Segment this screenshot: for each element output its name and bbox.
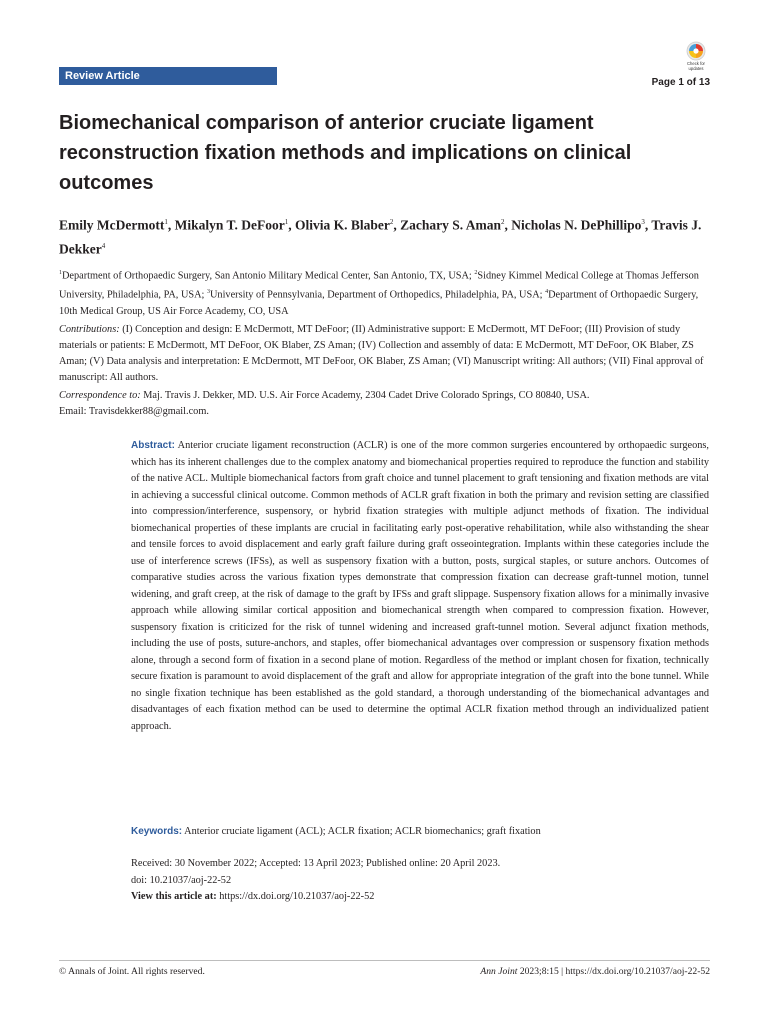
affiliation-text: Department of Orthopaedic Surgery, San Antonio Military Medical Center, San Antonio, TX, USA; <box>62 270 475 282</box>
author-name: Travis J. Dekker <box>59 217 702 256</box>
affiliation-text: University of Pennsylvania, Department of Orthopedics, Philadelphia, PA, USA; <box>209 289 546 301</box>
author-name: Emily McDermott <box>59 217 165 233</box>
author-list: Emily McDermott$^1$, Mikalyn T. DeFoor$^1$, Olivia K. Blaber$^2$, Zachary S. Aman$^2$, Nicholas N. DePhillipo$^3$, Travis J. Dekker$^4$ <box>59 217 702 256</box>
author-affiliation-marker: 1 <box>164 218 168 226</box>
contributions <box>59 322 713 386</box>
footer-citation-text: 2023;8:15 | https://dx.doi.org/10.21037/aoj-22-52 <box>517 966 710 977</box>
author-affiliation-marker: 4 <box>101 241 106 250</box>
view-article-url[interactable]: https://dx.doi.org/10.21037/aoj-22-52 <box>216 891 375 902</box>
author-affiliation-marker: 2 <box>389 218 394 226</box>
footer-divider <box>59 960 710 961</box>
front-matter <box>59 265 713 420</box>
keywords-label: Keywords: <box>131 826 183 837</box>
author-affiliation-marker: 2 <box>501 218 505 226</box>
footer-citation[interactable] <box>480 966 710 977</box>
check-for-updates-icon[interactable] <box>680 40 712 72</box>
footer-journal-name: Ann Joint <box>480 966 518 977</box>
author-affiliation-marker: 1 <box>284 218 289 226</box>
keywords-text: Anterior cruciate ligament (ACL); ACLR fixation; ACLR biomechanics; graft fixation <box>182 826 541 837</box>
check-updates-line-2: updates <box>688 66 704 71</box>
view-article-link[interactable] <box>131 889 709 906</box>
view-article-label: View this article at: <box>131 891 217 902</box>
doi[interactable]: doi: 10.21037/aoj-22-52 <box>131 874 232 886</box>
received-accepted-published: Received: 30 November 2022; Accepted: 13 April 2023; Published online: 20 April 2023. <box>131 858 501 869</box>
correspondence-text: Maj. Travis J. Dekker, MD. U.S. Air Force Academy, 2304 Cadet Drive Colorado Springs, CO 80840, USA. <box>140 389 590 401</box>
abstract-label: Abstract: <box>131 440 175 451</box>
contributions-text: (I) Conception and design: E McDermott, MT DeFoor; (II) Administrative support: E McDermott, MT DeFoor; (III) Provision of study materials or patients: E McDermott, MT DeFoor, OK Blaber, ZS Aman; (IV) Collection and assembly of data: E McDermott, MT DeFoor, OK Blaber, ZS Aman; (V) Data analysis and interpretation: E McDermott, MT DeFoor, OK Blaber, ZS Aman; (VI) Manuscript writing: All authors; (VII) Final approval of manuscript: All authors. <box>59 323 704 383</box>
author-name: Zachary S. Aman <box>400 217 501 233</box>
author-name: Nicholas N. DePhillipo <box>511 217 642 233</box>
affiliation-number: 1 <box>59 270 62 276</box>
publication-dates <box>131 856 709 906</box>
keywords <box>131 824 709 840</box>
author-affiliation-marker: 3 <box>641 218 645 226</box>
affiliations <box>59 265 713 320</box>
correspondence <box>59 388 713 404</box>
affiliation-text: Department of Orthopaedic Surgery, 10th Medical Group, US Air Force Academy, CO, USA <box>59 289 699 317</box>
affiliation-number: 3 <box>206 289 210 296</box>
abstract <box>131 438 709 735</box>
article-title: Biomechanical comparison of anterior cruciate ligament reconstruction fixation methods and implications on clinical outcomes <box>59 112 632 194</box>
page-count: Page 1 of 13 <box>651 77 710 88</box>
check-updates-line-1: Check for <box>687 61 705 66</box>
author-name: Olivia K. Blaber <box>294 217 390 233</box>
correspondence-email[interactable]: Email: Travisdekker88@gmail.com. <box>59 405 209 417</box>
author-name: Mikalyn T. DeFoor <box>174 217 285 233</box>
affiliation-number: 2 <box>474 270 478 276</box>
footer-copyright: © Annals of Joint. All rights reserved. <box>59 966 205 977</box>
affiliation-number: 4 <box>545 289 549 296</box>
affiliation-text: Sidney Kimmel Medical College at Thomas Jefferson University, Philadelphia, PA, USA; <box>59 270 699 301</box>
abstract-text: Anterior cruciate ligament reconstruction (ACLR) is one of the more common surgeries encountered by orthopaedic surgeons, which has its inherent challenges due to the complex anatomy and biomechanical properties required to reproduce the function and stability of the native ACL. Multiple biomechanical factors from graft choice and tunnel placement to graft tensioning and fixation methods are vital in achieving a successful clinical outcome. Common methods of ACLR graft fixation in both the primary and revision setting are classified into compression/interference, suspensory, or hybrid fixation strategies with multiple adjunct methods of fixation. The individual biomechanical properties of these implants are crucial in facilitating early post-operative rehabilitation, while also withstanding the shear and tensile forces to avoid displacement and early graft failure during graft osseointegration. Implants within these categories include the use of interference screws (IFSs), as well as suspensory fixation with a button, posts, surgical staples, or suture anchors. Outcomes of comparative studies across the various fixation types demonstrate that compression fixation can decrease graft-tunnel motion, tunnel widening, and graft creep, at the risk of damage to the graft by IFSs and graft slippage. Suspensory fixation allows for a minimally invasive approach while allowing similar cortical apposition and biomechanical strength when compared to compression fixation. However, suspensory fixation is criticized for the risk of tunnel widening and increased graft-tunnel motion. Several adjunct fixation methods, including the use of posts, suture-anchors, and staples, offer biomechanical advantages over compression or suspensory fixation methods alone, through a second form of fixation in a second plane of motion. Regardless of the method or implant chosen for fixation, technically secure fixation is paramount to avoid displacement of the graft and allow for appropriate integration of the graft into the bone tunnel. While no single fixation technique has been established as the gold standard, a thorough understanding of the biomechanical advantages and disadvantages of each fixation method can be used to determine the optimal ACLR fixation method through an individualized patient approach. <box>131 440 709 732</box>
correspondence-label: Correspondence to: <box>59 389 141 401</box>
article-type-badge: Review Article <box>59 67 277 85</box>
contributions-label: Contributions: <box>59 323 120 335</box>
